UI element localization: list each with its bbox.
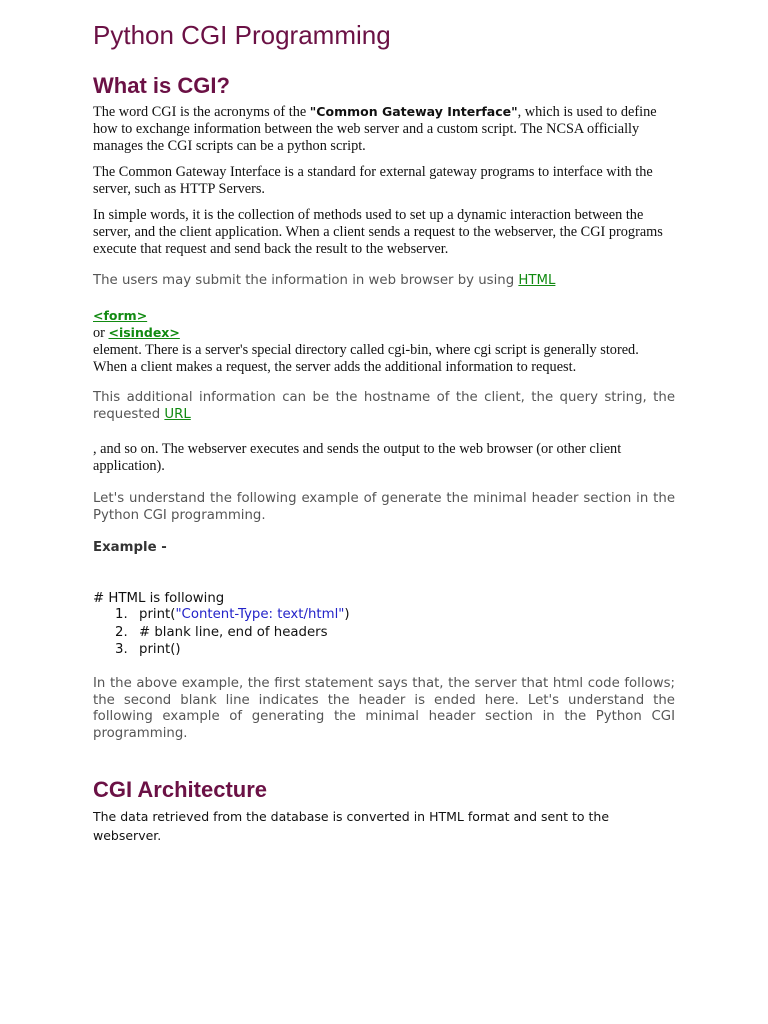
- paragraph-users-submit: The users may submit the information in web browser by using HTML: [93, 273, 556, 288]
- example-label: Example -: [93, 540, 167, 555]
- paragraph-simple-words: In simple words, it is the collection of methods used to set up a dynamic interaction between the server, and the client application. When a client sends a request to the webserver, the CGI programs execute that request and send back the result to the webserver.: [93, 207, 663, 257]
- paragraph-data-retrieved: The data retrieved from the database is converted in HTML format and sent to the webserver.: [93, 809, 610, 843]
- paragraph-above-example: In the above example, the first statement says that, the server that html code follows; the second blank line indicates the header is ended here. Let's understand the following example of generating the minimal header section in the Python CGI programming.: [93, 676, 675, 741]
- paragraph-cgi-standard: The Common Gateway Interface is a standard for external gateway programs to interface with the server, such as HTTP Servers.: [93, 164, 653, 197]
- paragraph-webserver-executes: , and so on. The webserver executes and sends the output to the web browser (or other client application).: [93, 441, 622, 474]
- code-listing: [93, 606, 350, 659]
- paragraph-cgi-bin: element. There is a server's special directory called cgi-bin, where cgi script is generally stored. When a client makes a request, the server adds the additional information to request.: [93, 342, 639, 375]
- code-line: 1. print("Content-Type: text/html"): [115, 607, 350, 622]
- isindex-tag-link[interactable]: <isindex>: [108, 325, 180, 340]
- section-heading-what-is-cgi: What is CGI?: [93, 73, 230, 98]
- code-string: "Content-Type: text/html": [175, 607, 345, 622]
- code-header: # HTML is following: [93, 591, 225, 606]
- tag-list: [93, 307, 675, 342]
- page-title: Python CGI Programming: [93, 20, 391, 50]
- url-link[interactable]: URL: [164, 406, 191, 422]
- bold-term: "Common Gateway Interface": [309, 104, 518, 119]
- code-line: 2. # blank line, end of headers: [115, 624, 328, 640]
- paragraph-cgi-definition: The word CGI is the acronyms of the "Common Gateway Interface", which is used to define how to exchange information between the web server and a custom script. The NCSA officially manages the CGI scripts can be a python script.: [93, 104, 657, 154]
- or-text: or: [93, 325, 109, 341]
- section-heading-cgi-architecture: CGI Architecture: [93, 777, 268, 802]
- form-tag-link[interactable]: <form>: [93, 308, 148, 323]
- paragraph-additional-info: This additional information can be the hostname of the client, the query string, the requested URL: [93, 390, 675, 422]
- html-link[interactable]: HTML: [518, 273, 556, 288]
- code-line: 3. print(): [115, 642, 181, 657]
- paragraph-lets-understand: Let's understand the following example of generate the minimal header section in the Python CGI programming.: [93, 491, 675, 523]
